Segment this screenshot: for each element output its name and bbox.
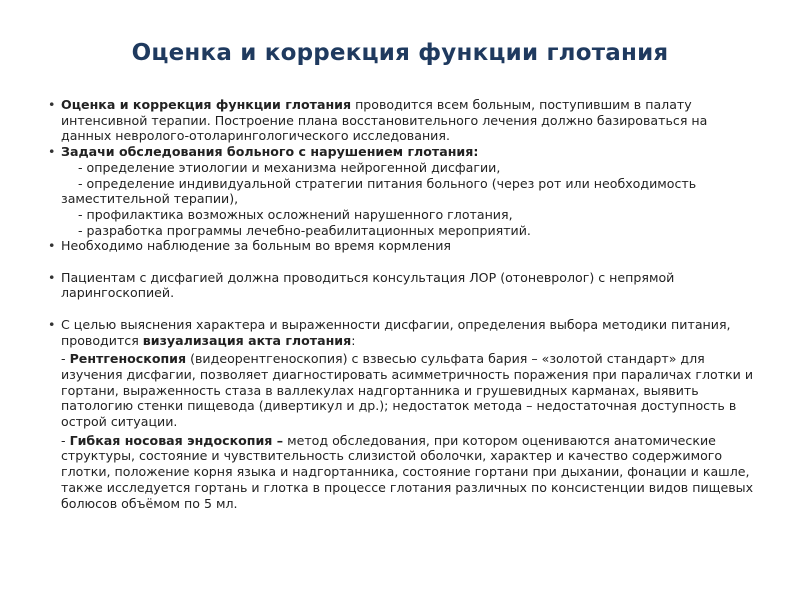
slide-body	[48, 97, 760, 511]
bold-term: Рентгеноскопия	[69, 351, 187, 367]
paragraph-text: С целью выяснения характера и выраженности дисфагии, определения выбора методики питания, проводится	[61, 316, 731, 348]
paragraph-text: метод обследования, при котором оцениваются анатомические структуры, состояние и чувствительность слизистой оболочки, характер и качество содержимого глотки, положение корня языка и надгортанника, состояние гортани при дыхании, фонации и кашле, также исследуется гортань и глотка в процессе глотания различных по консистенции видов пищевых болюсов объёмом по 5 мл.	[61, 432, 754, 511]
slide-title: Оценка и коррекция функции глотания	[131, 40, 669, 66]
paragraph-text: (видеорентгеноскопия) с взвесью сульфата бария – «золотой стандарт» для изучения дисфагии, позволяет диагностировать асимметричность поражения при параличах глотки и гортани, выраженность стаза в валлекулах надгортанника и грушевидных карманах, выявить патологию стенки пищевода (дивертикул и др.); недостаток метода – недостаточная доступность в острой ситуации.	[61, 351, 754, 430]
bullet-feeding-observation	[48, 238, 760, 254]
task-item: - определение этиологии и механизма нейрогенной дисфагии,	[78, 159, 501, 175]
task-item: - определение индивидуальной стратегии питания больного (через рот или необходимость заместительной терапии),	[61, 175, 697, 207]
method-endoscopy: - Гибкая носовая эндоскопия – метод обследования, при котором оцениваются анатомические структуры, состояние и чувствительность слизистой оболочки, характер и качество содержимого глотки, положение корня языка и надгортанника, состояние гортани при дыхании, фонации и кашле, также исследуется гортань и глотка в процессе глотания различных по консистенции видов пищевых болюсов объёмом по 5 мл.	[61, 432, 754, 511]
task-item: - профилактика возможных осложнений нарушенного глотания,	[78, 206, 513, 222]
task-item: - разработка программы лечебно-реабилитационных мероприятий.	[78, 222, 531, 238]
bold-term: Гибкая носовая эндоскопия –	[69, 432, 284, 448]
bullet-swallow-visualization: • С целью выяснения характера и выраженности дисфагии, определения выбора методики питания, проводится визуализация акта глотания:	[48, 317, 760, 348]
bold-term: визуализация акта глотания	[142, 332, 352, 348]
bullet-swallowing-assessment	[48, 97, 760, 144]
paragraph-text: Пациентам с дисфагией должна проводиться консультация ЛОР (отоневролог) с непрямой ларингоскопией.	[61, 269, 675, 301]
paragraph-text: проводится всем больным, поступившим в палату интенсивной терапии. Построение плана восстановительного лечения должно базироваться на данных невролого-отоларингологического исследования.	[61, 97, 708, 144]
bullet-ent-consultation	[48, 270, 760, 301]
bold-term: Задачи обследования больного с нарушением глотания:	[61, 144, 479, 160]
method-fluoroscopy: - Рентгеноскопия (видеорентгеноскопия) с взвесью сульфата бария – «золотой стандарт» для изучения дисфагии, позволяет диагностировать асимметричность поражения при параличах глотки и гортани, выраженность стаза в валлекулах надгортанника и грушевидных карманах, выявить патологию стенки пищевода (дивертикул и др.); недостаток метода – недостаточная доступность в острой ситуации.	[61, 351, 754, 430]
paragraph-text: Необходимо наблюдение за больным во время кормления	[61, 238, 451, 254]
bold-term: Оценка и коррекция функции глотания	[61, 97, 352, 112]
bullet-examination-tasks	[48, 144, 760, 160]
